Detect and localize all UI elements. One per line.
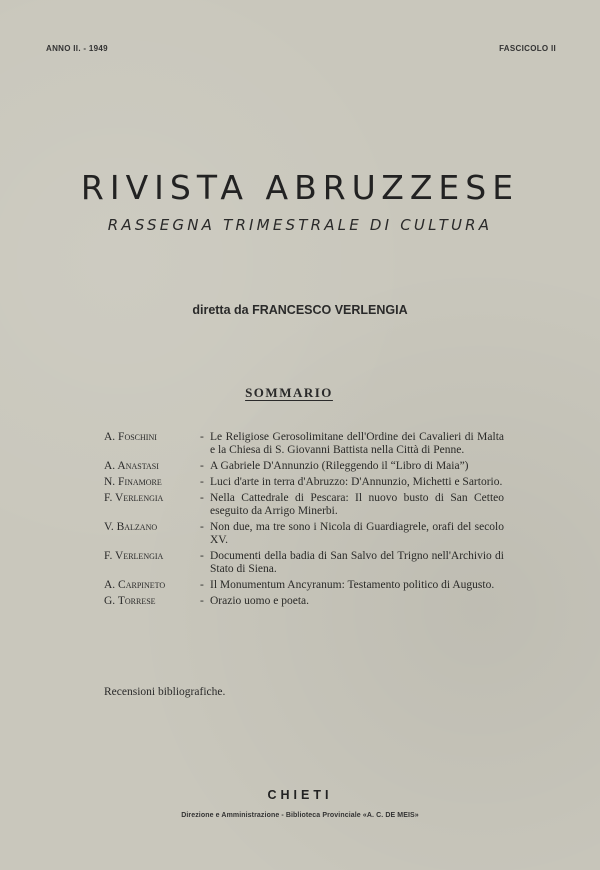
toc-title: Documenti della badia di San Salvo del Trigno nell'Archivio di Stato di Siena. <box>210 550 504 575</box>
toc-author: G. Torrese <box>104 595 156 607</box>
toc-title: Non due, ma tre sono i Nicola di Guardiagrele, orafi del secolo XV. <box>210 521 504 546</box>
toc-title: Orazio uomo e poeta. <box>210 595 309 607</box>
toc-title: Nella Cattedrale di Pescara: Il nuovo busto di San Cetteo eseguito da Arrigo Minerbi. <box>210 492 504 517</box>
toc-entry <box>104 460 504 473</box>
toc-entry <box>104 595 504 608</box>
toc-dash: - <box>200 550 204 562</box>
toc-title: A Gabriele D'Annunzio (Rileggendo il “Libro di Maia”) <box>210 460 469 472</box>
toc-author: A. Foschini <box>104 431 157 443</box>
toc-author: A. Carpineto <box>104 579 166 591</box>
toc-title: Luci d'arte in terra d'Abruzzo: D'Annunzio, Michetti e Sartorio. <box>210 476 503 488</box>
toc-dash: - <box>200 460 204 472</box>
director-line: diretta da FRANCESCO VERLENGIA <box>192 303 408 317</box>
toc-dash: - <box>200 476 204 488</box>
journal-subtitle: RASSEGNA TRIMESTRALE DI CULTURA <box>107 216 493 234</box>
toc-dash: - <box>200 431 204 443</box>
administration-line: Direzione e Amministrazione - Biblioteca Provinciale «A. C. DE MEIS» <box>181 812 419 819</box>
toc-author: F. Verlengia <box>104 550 164 562</box>
toc-dash: - <box>200 579 204 591</box>
toc-author: A. Anastasi <box>104 460 159 472</box>
journal-title: RIVISTA ABRUZZESE <box>80 168 520 207</box>
toc-entry <box>104 521 504 547</box>
toc-entry <box>104 579 504 592</box>
year-label: ANNO II. - 1949 <box>46 44 108 53</box>
sommario-heading: SOMMARIO <box>245 385 333 400</box>
toc-entry <box>104 476 504 489</box>
toc-entry <box>104 431 504 457</box>
toc-entry <box>104 492 504 518</box>
recensioni-line: Recensioni bibliografiche. <box>104 686 226 698</box>
toc-title: Il Monumentum Ancyranum: Testamento politico di Augusto. <box>210 579 495 591</box>
issue-label: FASCICOLO II <box>499 44 556 53</box>
toc-dash: - <box>200 521 204 533</box>
toc-title: Le Religiose Gerosolimitane dell'Ordine dei Cavalieri di Malta e la Chiesa di S. Giovanni Battista nella Città di Penne. <box>210 431 504 456</box>
toc-dash: - <box>200 595 204 607</box>
table-of-contents <box>104 431 504 611</box>
toc-author: V. Balzano <box>104 521 158 533</box>
toc-author: F. Verlengia <box>104 492 164 504</box>
toc-entry <box>104 550 504 576</box>
toc-dash: - <box>200 492 204 504</box>
city-label: CHIETI <box>267 788 333 802</box>
toc-author: N. Finamore <box>104 476 162 488</box>
